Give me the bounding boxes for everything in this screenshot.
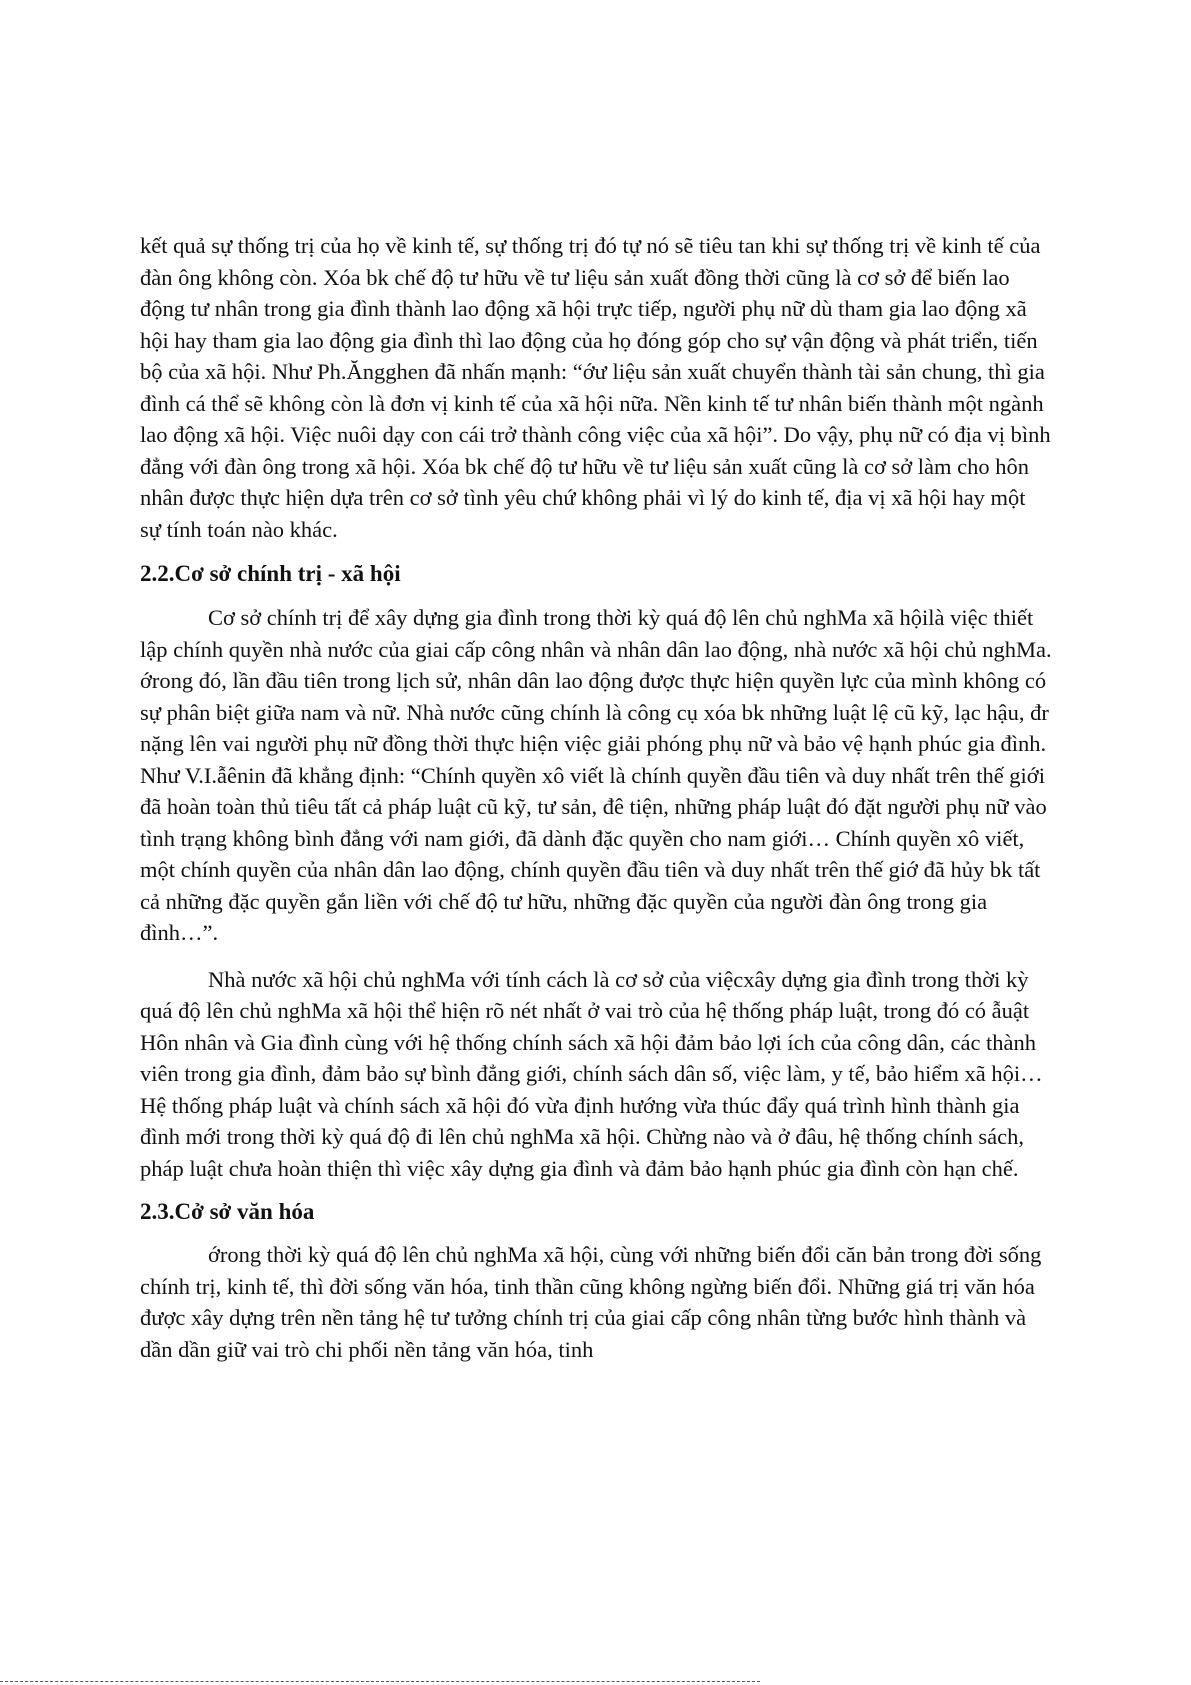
paragraph-socialist-state: Nhà nước xã hội chủ nghMa với tính cách là cơ sở của việcxây dựng gia đình trong thời kỳ quá độ lên chủ nghMa xã hội thể hiện rõ nét nhất ở vai trò của hệ thống pháp luật, trong đó có ẫuật Hôn nhân và Gia đình cùng với hệ thống chính sách xã hội đảm bảo lợi ích của công dân, các thành viên trong gia đình, đảm bảo sự bình đẳng giới, chính sách dân số, việc làm, y tế, bảo hiểm xã hội… Hệ thống pháp luật và chính sách xã hội đó vừa định hướng vừa thúc đẩy quá trình hình thành gia đình mới trong thời kỳ quá độ đi lên chủ nghMa xã hội. Chừng nào và ở đâu, hệ thống chính sách, pháp luật chưa hoàn thiện thì việc xây dựng gia đình và đảm bảo hạnh phúc gia đình còn hạn chế.	[140, 966, 1043, 1181]
paragraph-economic-basis-continued: kết quả sự thống trị của họ về kinh tế, sự thống trị đó tự nó sẽ tiêu tan khi sự thống trị về kinh tế của đàn ông không còn. Xóa bk chế độ tư hữu về tư liệu sản xuất đồng thời cũng là cơ sở để biến lao động tư nhân trong gia đình thành lao động xã hội trực tiếp, người phụ nữ dù tham gia lao động xã hội hay tham gia lao động gia đình thì lao động của họ đóng góp cho sự vận động và phát triển, tiến bộ của xã hội. Như Ph.Ăngghen đã nhấn mạnh: “ớư liệu sản xuất chuyển thành tài sản chung, thì gia đình cá thể sẽ không còn là đơn vị kinh tế của xã hội nữa. Nền kinh tế tư nhân biến thành một ngành lao động xã hội. Việc nuôi dạy con cái trở thành công việc của xã hội”. Do vậy, phụ nữ có địa vị bình đẳng với đàn ông trong xã hội. Xóa bk chế độ tư hữu về tư liệu sản xuất cũng là cơ sở làm cho hôn nhân được thực hiện dựa trên cơ sở tình yêu chứ không phải vì lý do kinh tế, địa vị xã hội hay một sự tính toán nào khác.	[140, 233, 1051, 542]
page-body	[140, 230, 1052, 1365]
paragraph-political-basis: Cơ sở chính trị để xây dựng gia đình trong thời kỳ quá độ lên chủ nghMa xã hộilà việc thiết lập chính quyền nhà nước của giai cấp công nhân và nhân dân lao động, nhà nước xã hội chủ nghMa. ớrong đó, lần đầu tiên trong lịch sử, nhân dân lao động được thực hiện quyền lực của mình không có sự phân biệt giữa nam và nữ. Nhà nước cũng chính là công cụ xóa bk những luật lệ cũ kỹ, lạc hậu, đr nặng lên vai người phụ nữ đồng thời thực hiện việc giải phóng phụ nữ và bảo vệ hạnh phúc gia đình. Như V.I.ẫênin đã khẳng định: “Chính quyền xô viết là chính quyền đầu tiên và duy nhất trên thế giới đã hoàn toàn thủ tiêu tất cả pháp luật cũ kỹ, tư sản, đê tiện, những pháp luật đó đặt người phụ nữ vào tình trạng không bình đẳng với nam giới, đã dành đặc quyền cho nam giới… Chính quyền xô viết, một chính quyền của nhân dân lao động, chính quyền đầu tiên và duy nhất trên thế giớ đã hủy bk tất cả những đặc quyền gắn liền với chế độ tư hữu, những đặc quyền của người đàn ông trong gia đình…”.	[140, 605, 1052, 945]
footer-divider	[0, 1681, 760, 1682]
section-heading-2-3: 2.3.Cở sở văn hóa	[140, 1199, 315, 1224]
paragraph-cultural-basis: ớrong thời kỳ quá độ lên chủ nghMa xã hội, cùng với những biến đổi căn bản trong đời sống chính trị, kinh tế, thì đời sống văn hóa, tinh thần cũng không ngừng biến đổi. Những giá trị văn hóa được xây dựng trên nền tảng hệ tư tưởng chính trị của giai cấp công nhân từng bước hình thành và dần dần giữ vai trò chi phối nền tảng văn hóa, tinh	[140, 1242, 1042, 1362]
section-heading-2-2: 2.2.Cơ sở chính trị - xã hội	[140, 561, 401, 586]
